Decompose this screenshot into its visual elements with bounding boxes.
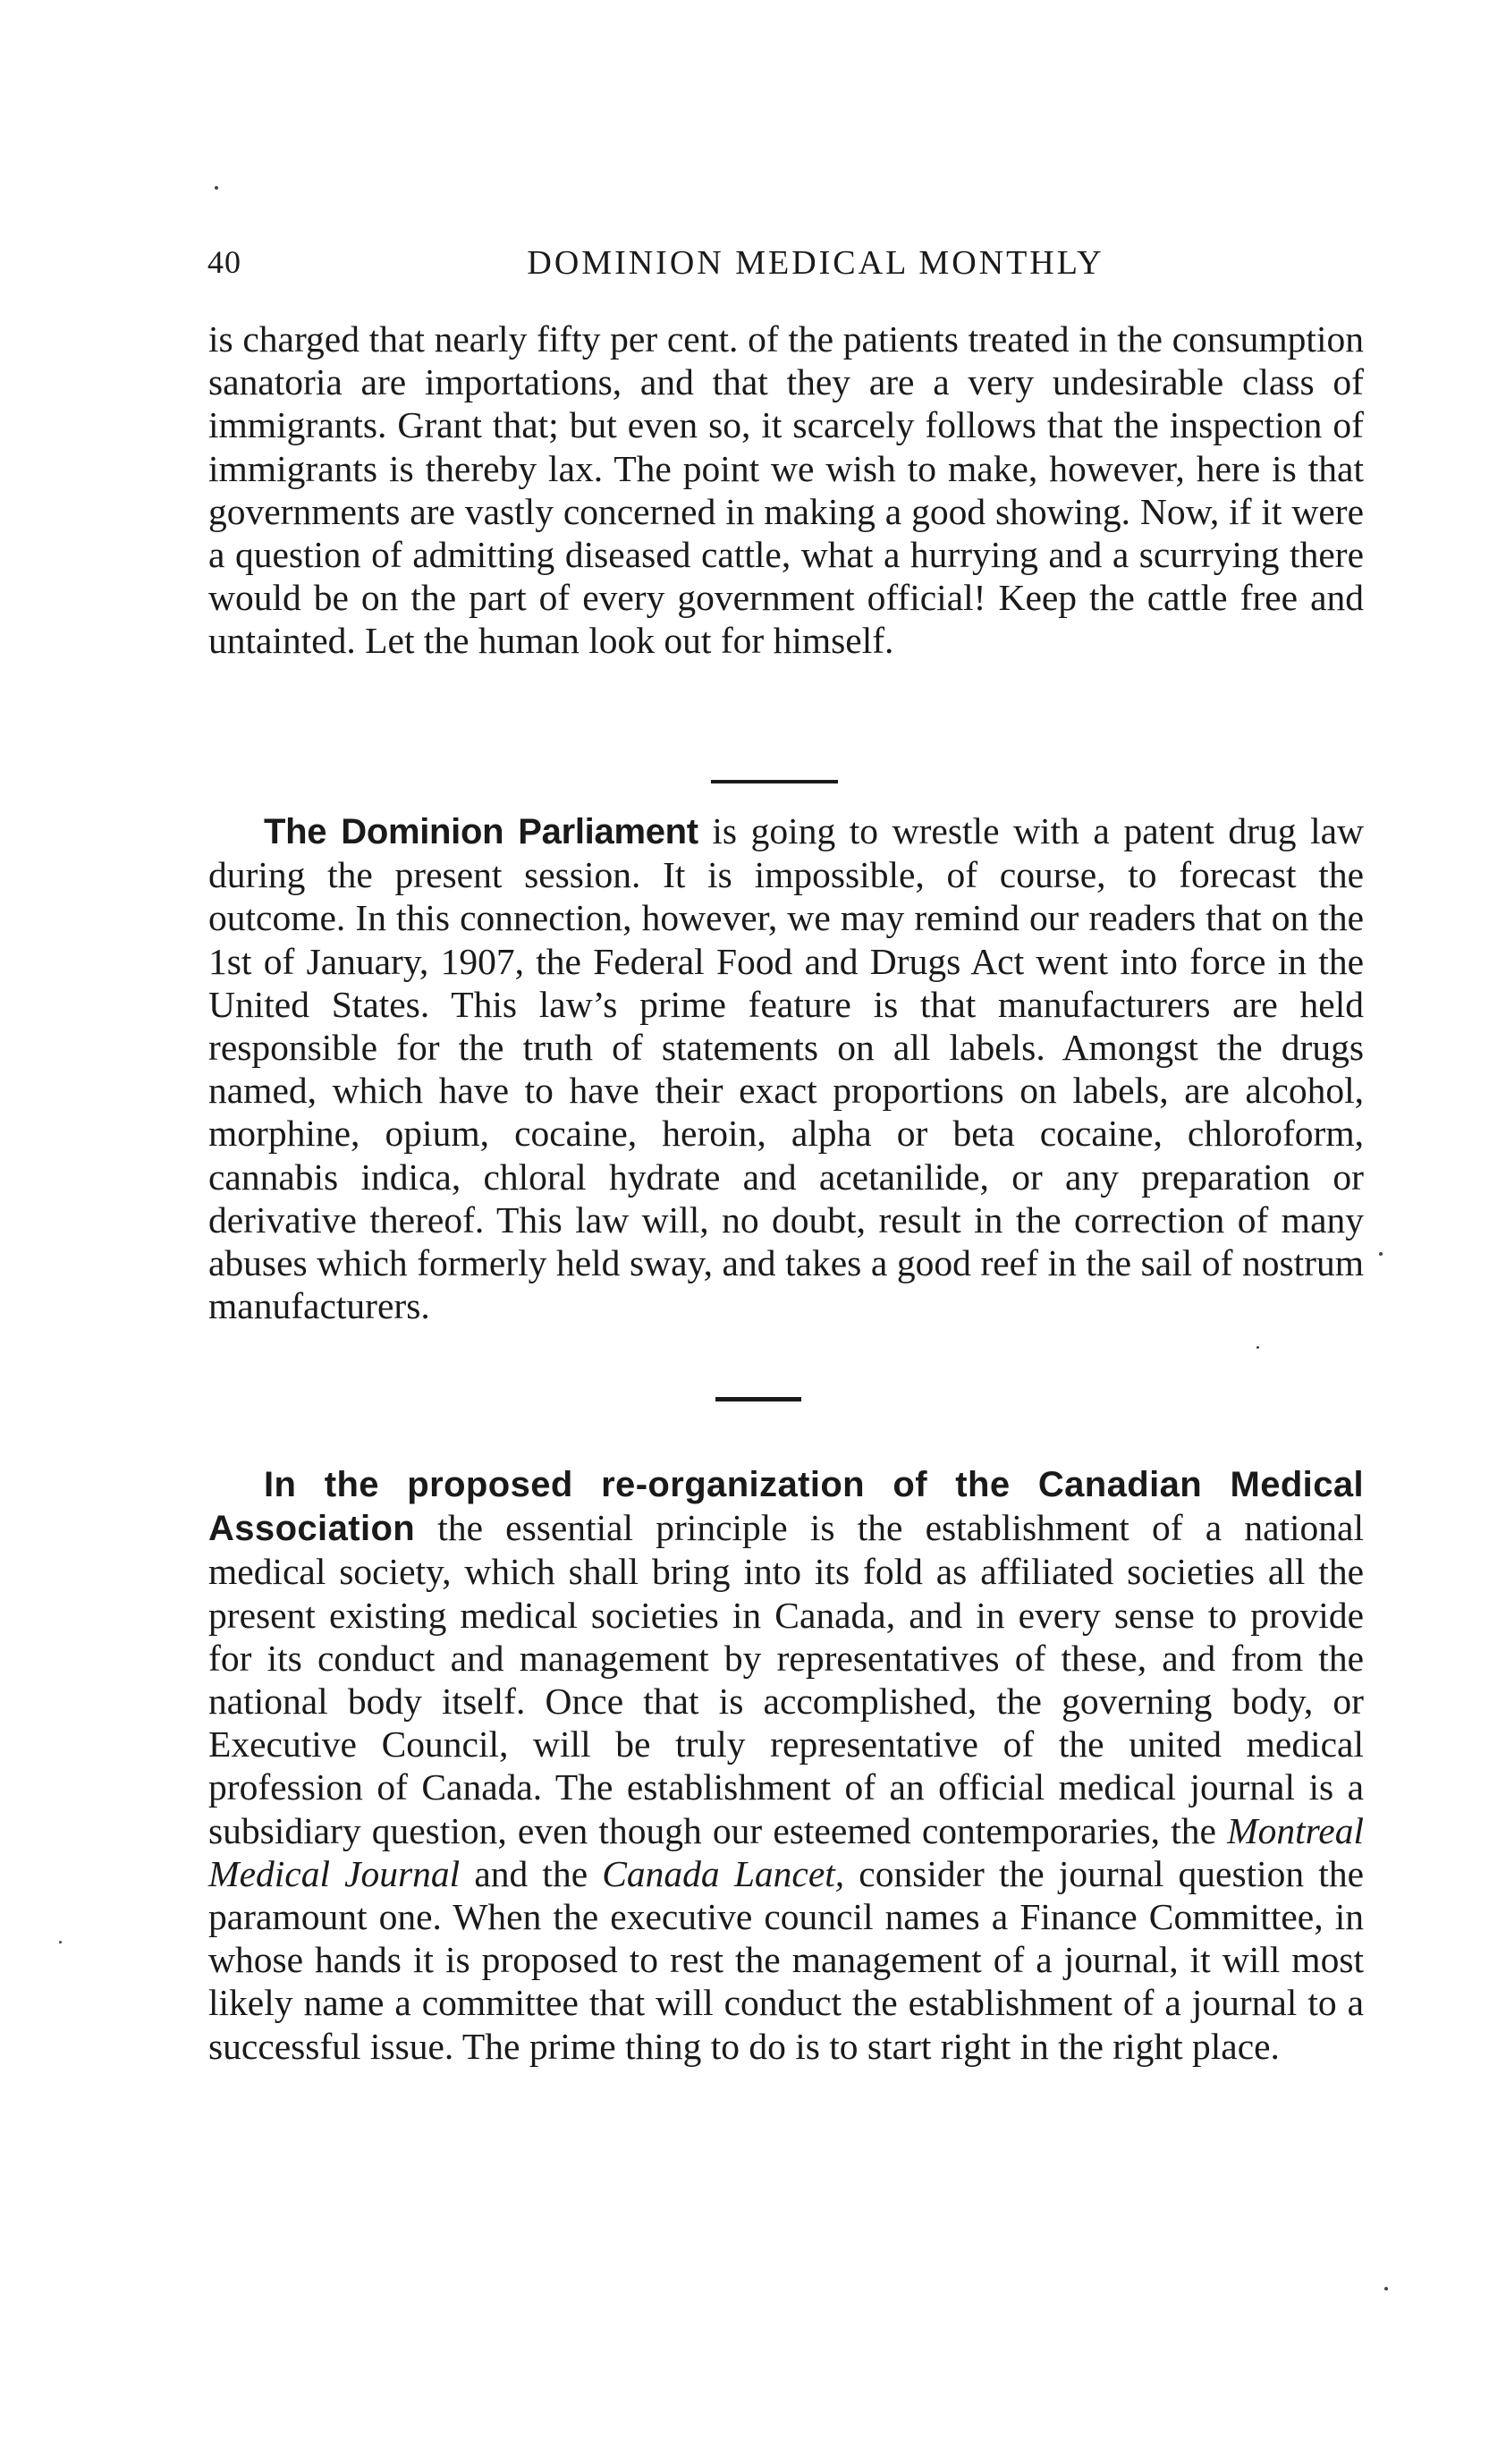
- paragraph-text: is charged that nearly fifty per cent. of the patients treated in the consumption sanatoria are importations, and that they are a very undesirable class of immigrants. Grant that; but even so, it scarcely follows that the inspection of immigrants is thereby lax. The point we wish to make, however, here is that governments are vastly concerned in making a good showing. Now, if it were a question of admitting diseased cattle, what a hurrying and a scurrying there would be on the part of every government official! Keep the cattle free and untainted. Let the human look out for himself.: [208, 318, 1364, 662]
- paragraph-lead: In the proposed re-organization of the Canadian Medical Association: [208, 1465, 1364, 1549]
- paragraph-text: consider the journal question the paramount one. When the executive council names a Finance Committee, in whose hands it is proposed to rest the management of a journal, it will most likely name a committee that will conduct the establishment of a journal to a successful issue. The prime thing to do is to start right in the right place.: [208, 1852, 1365, 2067]
- print-speck: [1256, 1346, 1259, 1349]
- paragraph-text: and the: [460, 1852, 603, 1894]
- paragraph-lead: The Dominion Parliament: [264, 812, 698, 851]
- paragraph-text: is going to wrestle with a patent drug law during the present session. It is impossible, of course, to forecast the outcome. In this connection, however, we may remind our readers that on the 1st of January, 1907, the Federal Food and Drugs Act went into force in the United States. This law’s prime feature is that manufacturers are held responsible for the truth of statements on all labels. Amongst the drugs named, which have to have their exact proportions on labels, are alcohol, morphine, opium, cocaine, heroin, alpha or beta cocaine, chloroform, cannabis indica, chloral hydrate and acetanilide, or any preparation or derivative thereof. This law will, no doubt, result in the correction of many abuses which formerly held sway, and takes a good reef in the sail of nostrum manufacturers.: [208, 810, 1364, 1327]
- medical-association-paragraph: [208, 1462, 1364, 2068]
- running-head: DOMINION MEDICAL MONTHLY: [527, 244, 1104, 282]
- paragraph: [208, 1462, 1364, 2068]
- section-divider: [715, 1397, 801, 1401]
- print-speck: [1384, 2287, 1388, 2290]
- section-divider: [711, 780, 838, 783]
- continued-paragraph: [208, 318, 1364, 663]
- journal-title: Canada Lancet,: [602, 1852, 845, 1894]
- paragraph: [208, 809, 1364, 1327]
- dominion-parliament-paragraph: [208, 809, 1364, 1327]
- journal-title: Montreal Medical Journal: [208, 1809, 1364, 1894]
- print-speck: [215, 186, 218, 190]
- paragraph-text: the essential principle is the establishment of a national medical society, which shall bring into its fold as affiliated societies all the present existing medical societies in Canada, and in every sense to provide for its conduct and management by representatives of these, and from the national body itself. Once that is accomplished, the governing body, or Executive Council, will be truly representative of the united medical profession of Canada. The establishment of an official medical journal is a subsidiary question, even though our esteemed contemporaries, the: [208, 1507, 1364, 1851]
- print-speck: [1379, 1252, 1383, 1256]
- print-speck: [59, 1941, 62, 1943]
- page-number: 40: [207, 244, 241, 280]
- page-header: [207, 243, 1370, 288]
